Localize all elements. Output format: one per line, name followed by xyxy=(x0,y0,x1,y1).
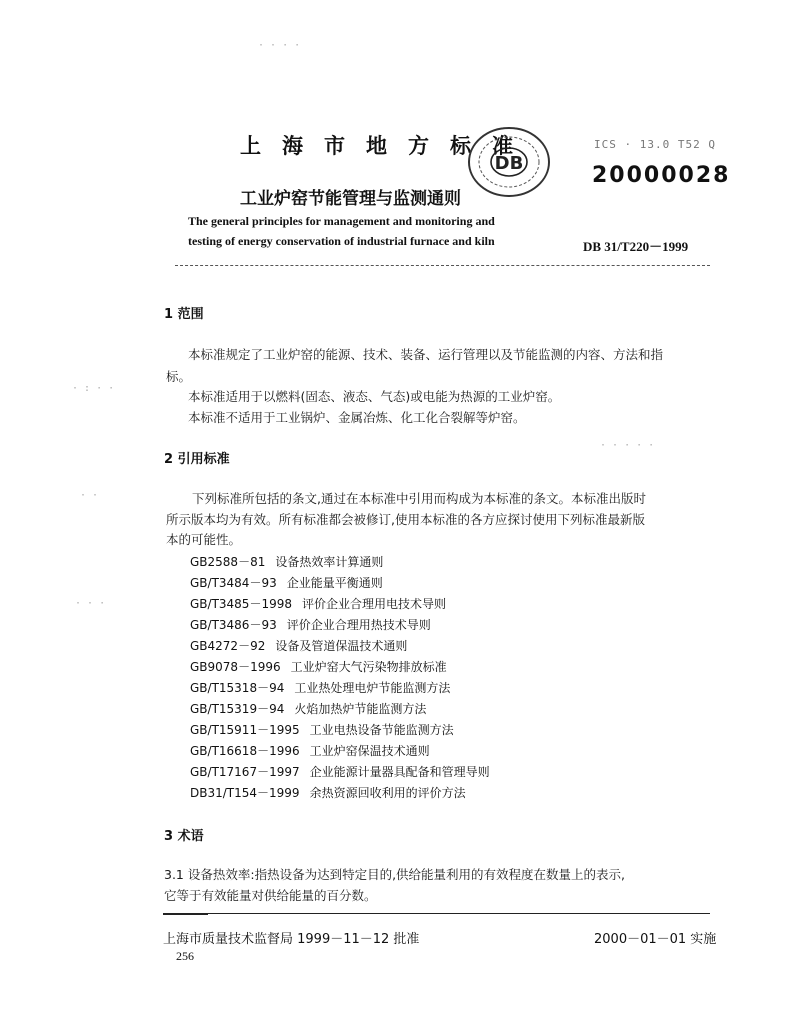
scan-noise: · : · · xyxy=(72,383,115,394)
title-english-line2: testing of energy conservation of industrial furnace and kiln xyxy=(188,234,495,248)
scan-noise: · · · xyxy=(75,598,106,609)
references-intro-line3: 本的可能性。 xyxy=(166,532,242,547)
reference-item: GB/T15911－1995 工业电热设备节能监测方法 xyxy=(190,723,454,737)
reference-item: GB/T3486－93 评价企业合理用热技术导则 xyxy=(190,618,431,632)
reference-item: GB/T17167－1997 企业能源计量器具配备和管理导则 xyxy=(190,765,490,779)
db-seal-logo xyxy=(466,124,552,200)
section-heading-terms: 3 术语 xyxy=(164,829,204,844)
footer-divider xyxy=(163,913,710,914)
scope-exclusion: 本标准不适用于工业锅炉、金属冶炼、化工化合裂解等炉窑。 xyxy=(188,410,526,425)
reference-item: GB/T3484－93 企业能量平衡通则 xyxy=(190,576,383,590)
scope-paragraph-line2: 标。 xyxy=(166,369,192,384)
reference-item: GB4272－92 设备及管道保温技术通则 xyxy=(190,639,408,653)
header-divider xyxy=(175,265,710,266)
scan-noise: · · · · · xyxy=(600,440,655,451)
term-3-1-line2: 它等于有效能量对供给能量的百分数。 xyxy=(164,888,377,903)
scope-applicability: 本标准适用于以燃料(固态、液态、气态)或电能为热源的工业炉窑。 xyxy=(188,389,561,404)
reference-item: GB/T16618－1996 工业炉窑保温技术通则 xyxy=(190,744,430,758)
seal-text: DB xyxy=(494,153,524,174)
reference-item: GB/T3485－1998 评价企业合理用电技术导则 xyxy=(190,597,446,611)
term-3-1-line1: 3.1 设备热效率:指热设备为达到特定目的,供给能量利用的有效程度在数量上的表示, xyxy=(164,867,626,882)
scan-noise: · · · · xyxy=(258,40,301,51)
approval-issuer: 上海市质量技术监督局 1999－11－12 批准 xyxy=(163,932,420,947)
document-header-title: 上海市地方标准 xyxy=(240,134,534,158)
scan-noise: · · xyxy=(80,490,99,501)
standard-title-english xyxy=(188,211,495,251)
standard-title-chinese: 工业炉窑节能管理与监测通则 xyxy=(240,189,461,209)
classification-code: ICS · 13.0 T52 Q xyxy=(594,138,716,151)
title-english-line1: The general principles for management and monitoring and xyxy=(188,214,495,228)
effective-date: 2000－01－01 实施 xyxy=(594,932,717,947)
reference-item: GB2588－81 设备热效率计算通则 xyxy=(190,555,384,569)
section-heading-scope: 1 范围 xyxy=(164,307,204,322)
standard-number: DB 31/T220－1999 xyxy=(583,239,689,254)
scope-paragraph-line1: 本标准规定了工业炉窑的能源、技术、装备、运行管理以及节能监测的内容、方法和指 xyxy=(188,347,664,362)
reference-item: GB9078－1996 工业炉窑大气污染物排放标准 xyxy=(190,660,447,674)
reference-item: DB31/T154－1999 余热资源回收利用的评价方法 xyxy=(190,786,466,800)
footer-divider-accent xyxy=(163,913,208,915)
reference-item: GB/T15318－94 工业热处理电炉节能监测方法 xyxy=(190,681,451,695)
references-intro-line1: 下列标准所包括的条文,通过在本标准中引用而构成为本标准的条文。本标准出版时 xyxy=(192,491,646,506)
section-heading-references: 2 引用标准 xyxy=(164,452,230,467)
references-intro-line2: 所示版本均为有效。所有标准都会被修订,使用本标准的各方应探讨使用下列标准最新版 xyxy=(166,512,645,527)
reference-item: GB/T15319－94 火焰加热炉节能监测方法 xyxy=(190,702,427,716)
registration-number: 20000028 xyxy=(592,163,731,188)
page-number: 256 xyxy=(176,949,194,963)
